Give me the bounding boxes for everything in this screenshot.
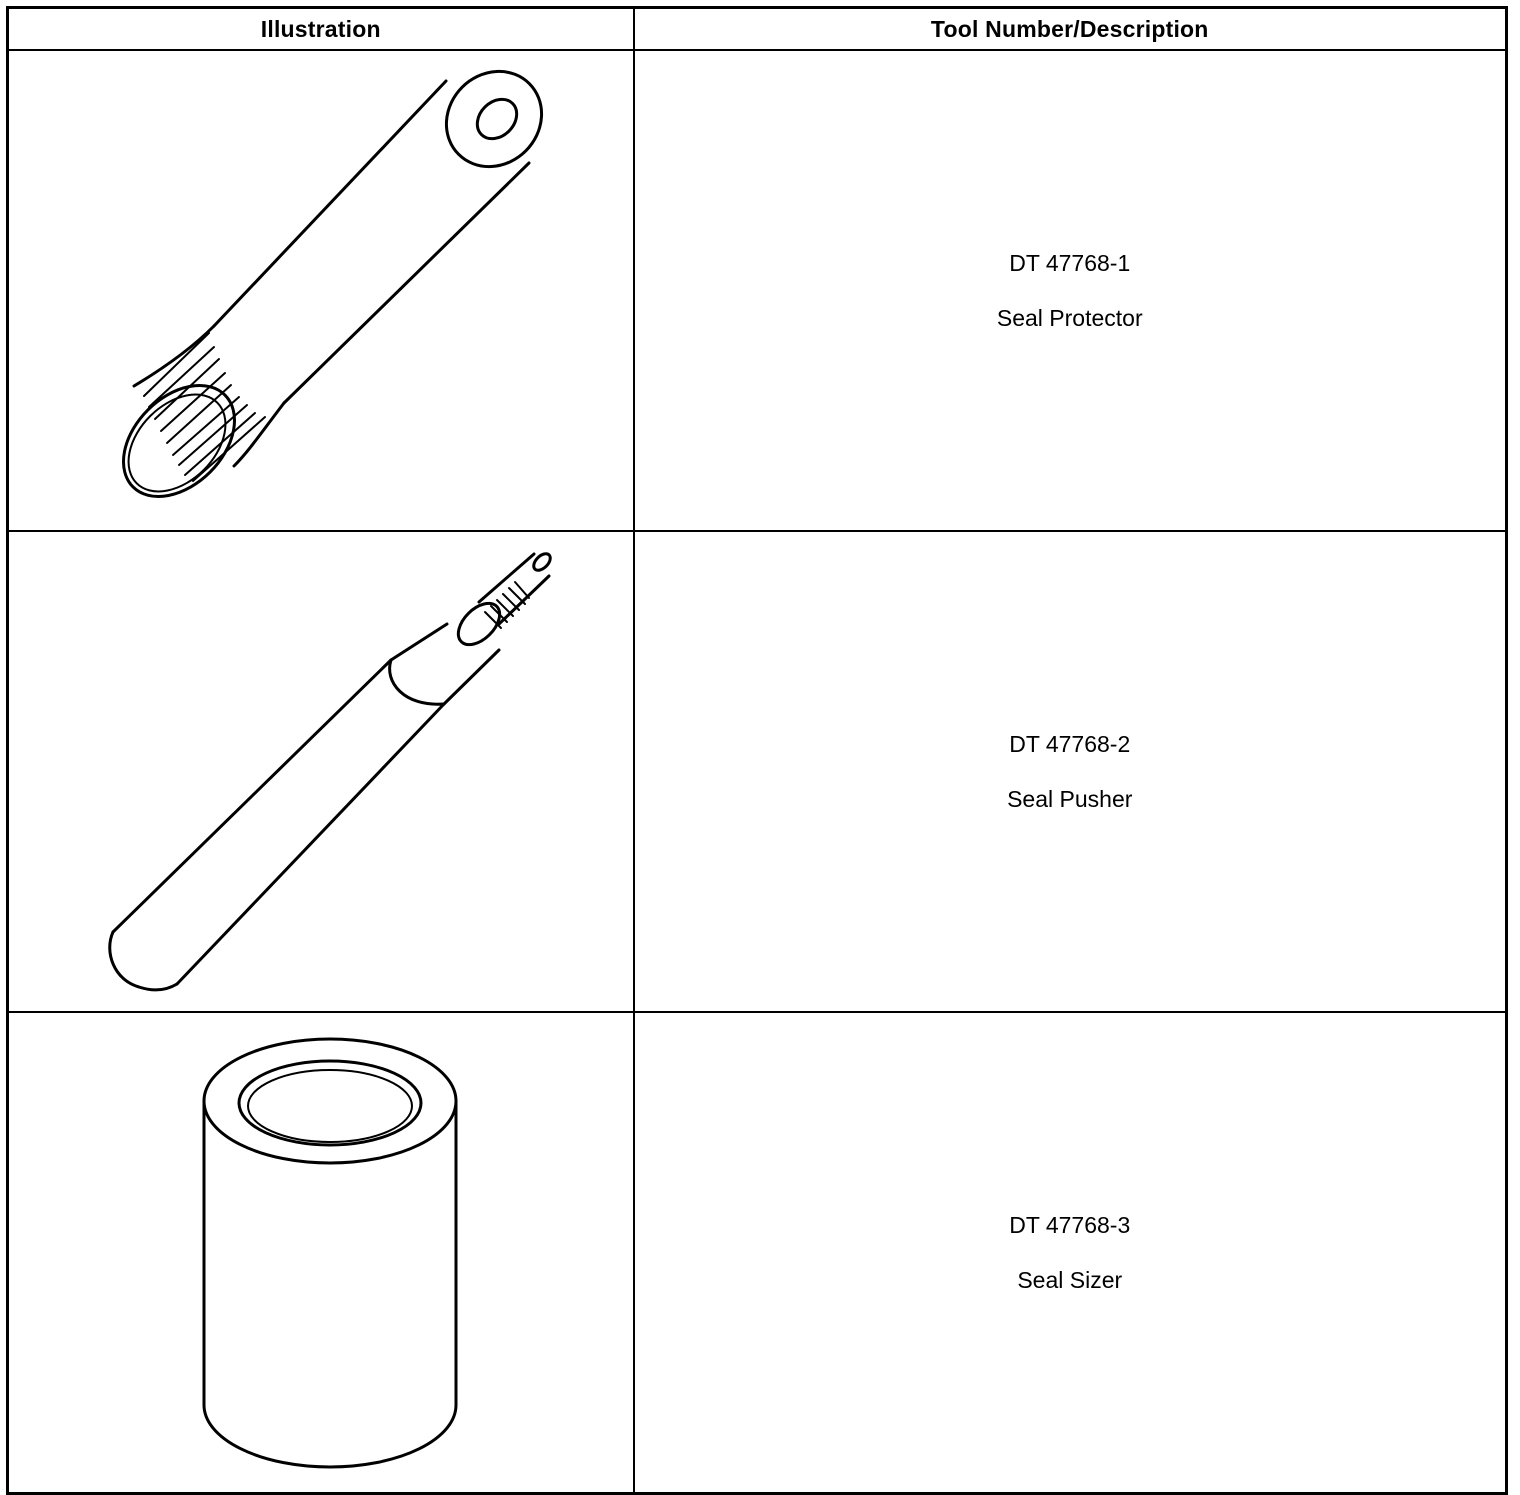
tool-name: Seal Protector [996, 305, 1143, 331]
seal-sizer-illustration [9, 1013, 635, 1492]
special-tools-table [6, 6, 1508, 1495]
header-illustration: Illustration [8, 8, 634, 51]
table-row [8, 50, 1507, 531]
tool-name: Seal Sizer [1017, 1267, 1123, 1293]
tool-name: Seal Pusher [1007, 786, 1133, 812]
table-row [8, 531, 1507, 1012]
tool-number: DT 47768-1 [1009, 250, 1131, 276]
illustration-cell [8, 531, 634, 1012]
table-row [8, 1012, 1507, 1494]
illustration-cell [8, 50, 634, 531]
seal-protector-illustration [9, 51, 635, 530]
description-cell [634, 1012, 1507, 1494]
description-cell [634, 50, 1507, 531]
description-cell [634, 531, 1507, 1012]
tool-number: DT 47768-3 [1009, 1212, 1131, 1238]
illustration-cell [8, 1012, 634, 1494]
tool-number: DT 47768-2 [1009, 731, 1131, 757]
header-tool-number-description: Tool Number/Description [634, 8, 1507, 51]
seal-pusher-illustration [9, 532, 635, 1011]
header-row [8, 8, 1507, 51]
